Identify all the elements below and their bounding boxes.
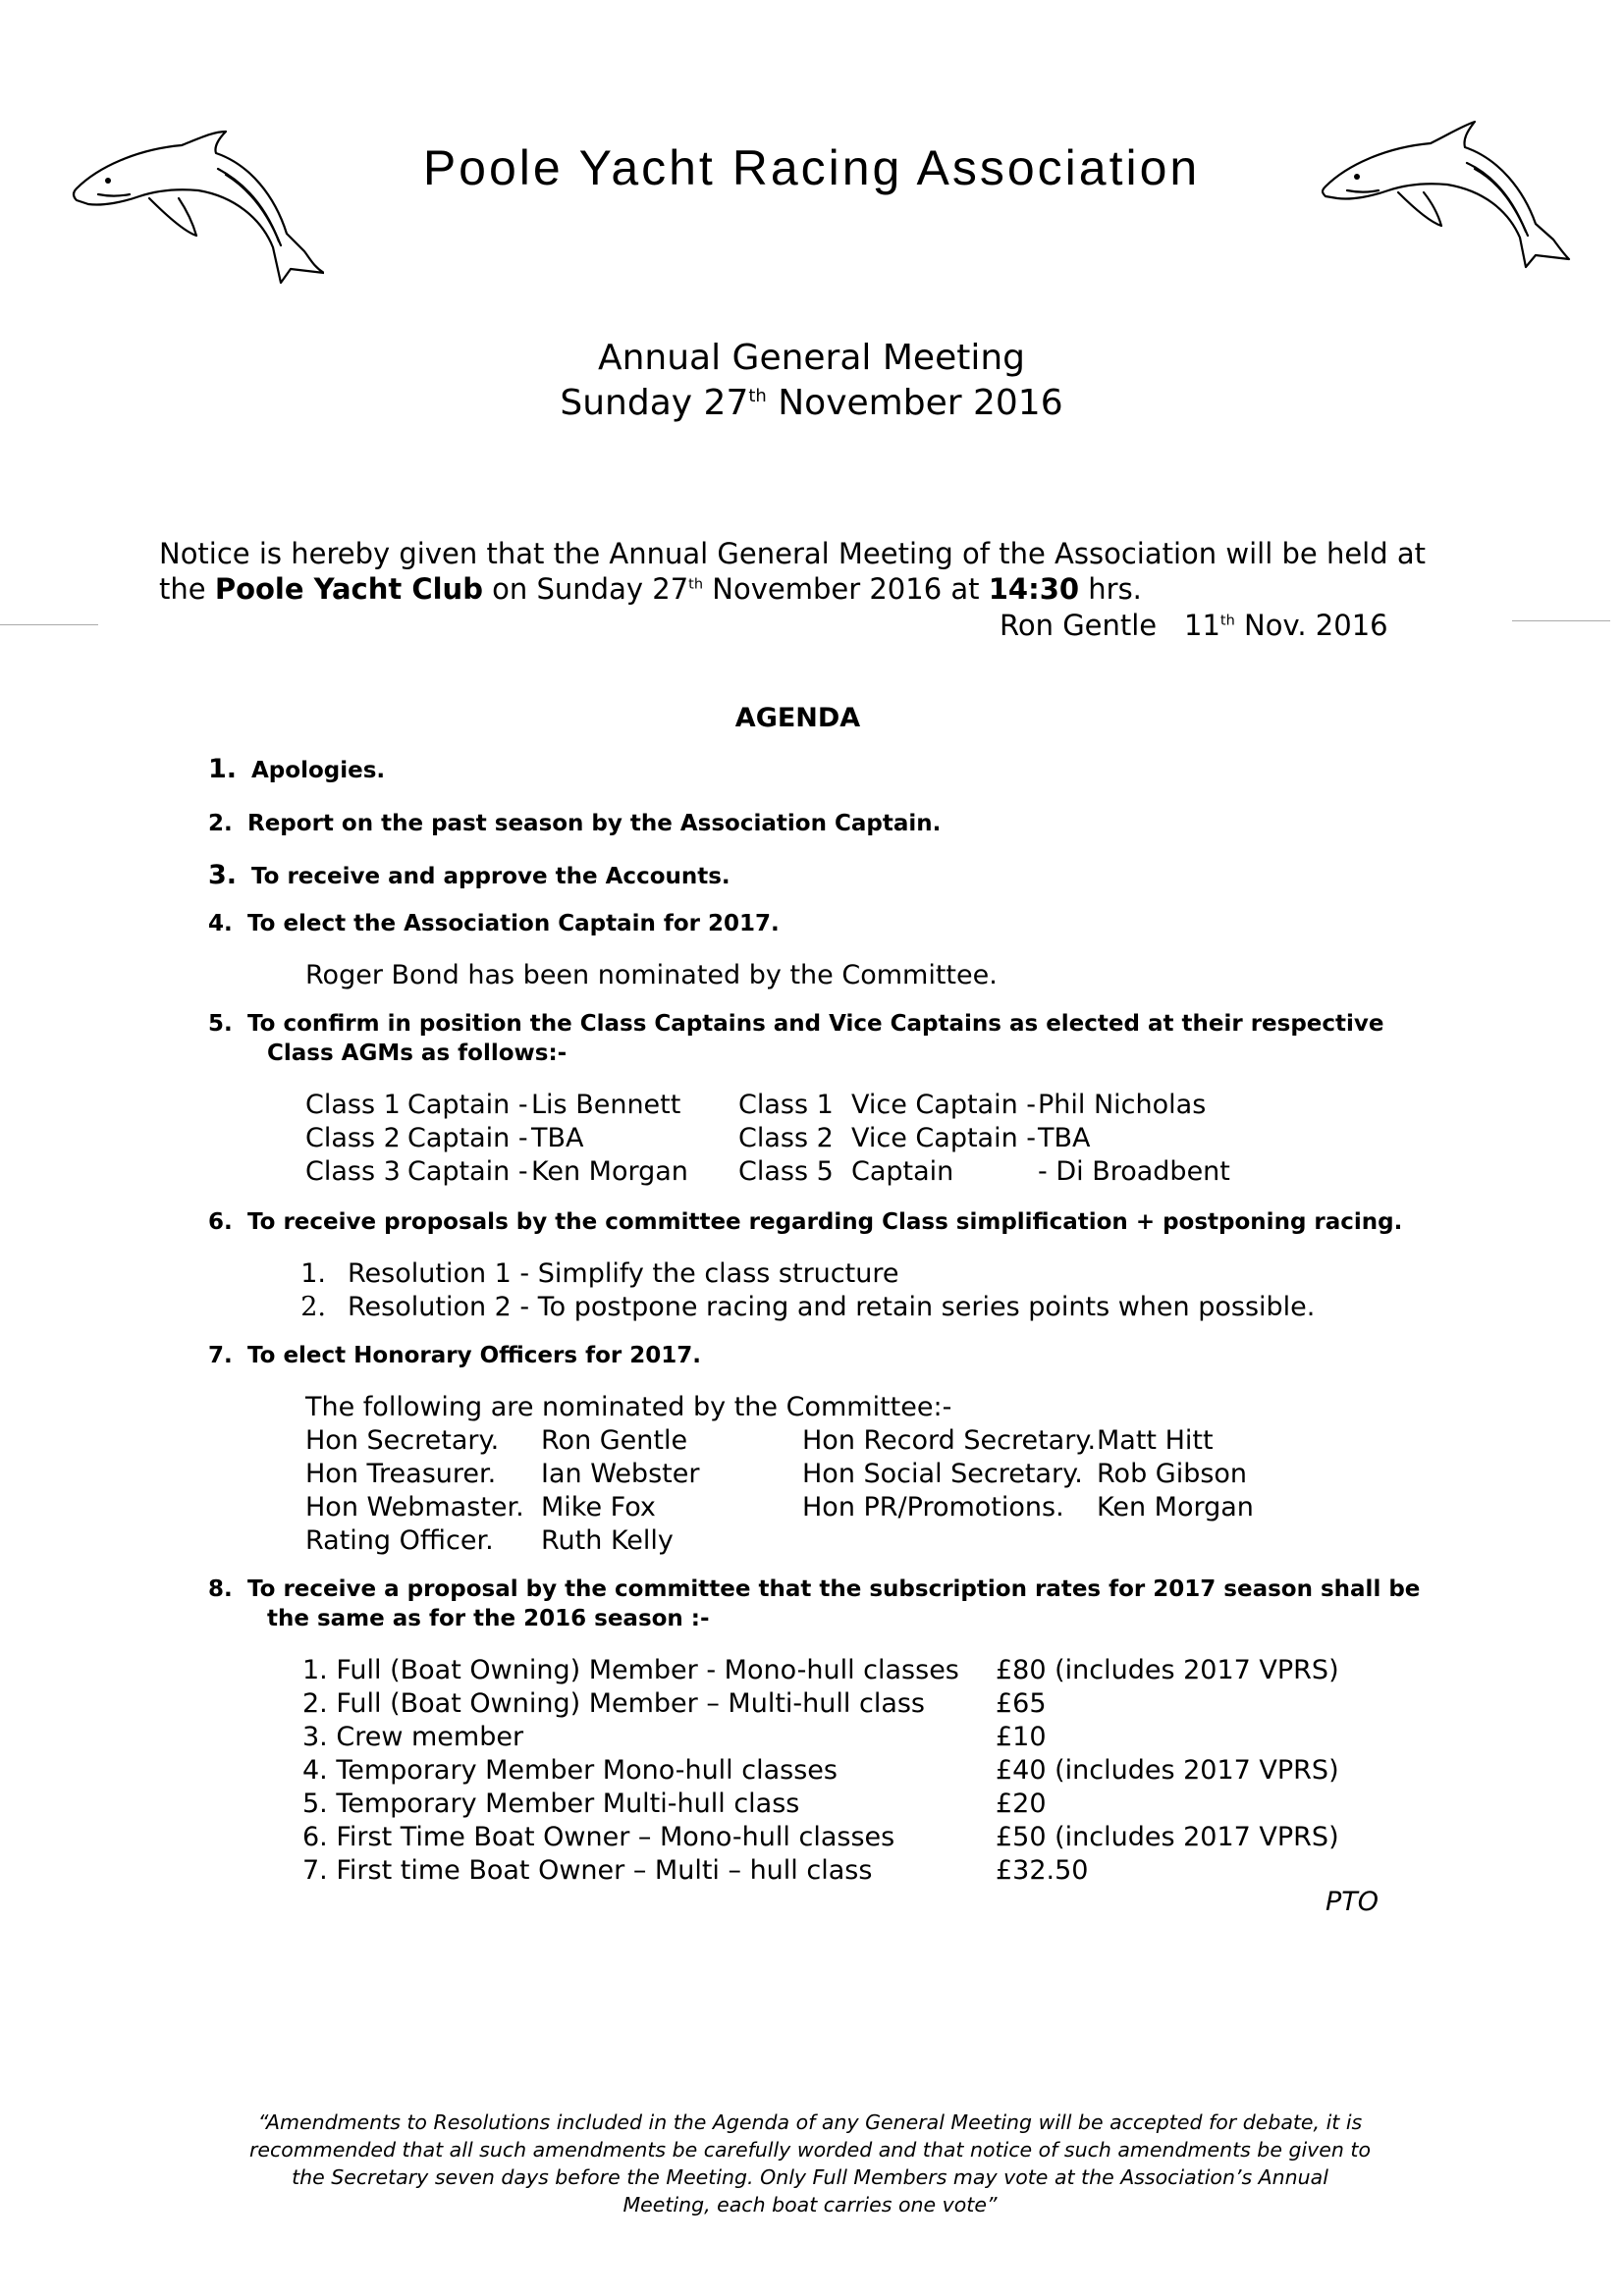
agenda-item-8: 8. To receive a proposal by the committee that the subscription rates for 2017 season shall be: [208, 1576, 1421, 1602]
agenda-item-1: 1. Apologies.: [208, 754, 386, 784]
resolution-2: 2. Resolution 2 - To postpone racing and retain series points when possible.: [300, 1292, 1316, 1322]
notice-line-1: Notice is hereby given that the Annual General Meeting of the Association will be held at: [159, 537, 1426, 570]
table-row: Class 3 Captain - Ken Morgan Class 5 Captain - Di Broadbent: [305, 1156, 1230, 1187]
meeting-title: Annual General Meeting: [597, 338, 1026, 378]
table-row: 1. Full (Boat Owning) Member - Mono-hull classes £80 (includes 2017 VPRS): [302, 1655, 1339, 1685]
agenda-item-4: 4. To elect the Association Captain for 2017.: [208, 911, 780, 936]
agenda-item-7: 7. To elect Honorary Officers for 2017.: [208, 1343, 701, 1368]
footer-note: “Amendments to Resolutions included in the Agenda of any General Meeting will be accepted for debate, it is recommended that all such amendments be carefully worded and that notice of such amendments be given to the Secretary seven days before the Meeting. Only Full Members may vote at the Association’s Annual Meeting, each boat carries one vote”: [248, 2110, 1371, 2216]
left-margin-rule: [0, 624, 98, 625]
honorary-officers-table: [305, 1425, 1254, 1559]
table-row: Class 1 Captain - Lis Bennett Class 1 Vice Captain - Phil Nicholas: [305, 1090, 1207, 1120]
pto-label: PTO: [1325, 1887, 1380, 1917]
agenda-item-2: 2. Report on the past season by the Association Captain.: [208, 811, 942, 836]
agenda-item-4-note: Roger Bond has been nominated by the Committee.: [305, 960, 998, 990]
table-row: 6. First Time Boat Owner – Mono-hull classes £50 (includes 2017 VPRS): [302, 1822, 1339, 1852]
table-row: Hon Webmaster. Mike Fox Hon PR/Promotions. Ken Morgan: [305, 1492, 1254, 1522]
subscription-rates-table: [302, 1655, 1339, 1889]
table-row: 4. Temporary Member Mono-hull classes £40 (includes 2017 VPRS): [302, 1755, 1339, 1786]
table-row: Hon Secretary. Ron Gentle Hon Record Secretary. Matt Hitt: [305, 1425, 1214, 1456]
officers-intro: The following are nominated by the Committee:-: [305, 1392, 952, 1422]
agenda-item-5-cont: Class AGMs as follows:-: [267, 1041, 568, 1066]
right-margin-rule: [1512, 620, 1610, 621]
agenda-item-5: 5. To confirm in position the Class Captains and Vice Captains as elected at their respective: [208, 1011, 1384, 1037]
resolution-1: 1. Resolution 1 - Simplify the class structure: [300, 1258, 899, 1289]
notice-line-2: the Poole Yacht Club on Sunday 27th November 2016 at 14:30 hrs.: [159, 572, 1142, 606]
notice-signer: Ron Gentle: [1000, 609, 1158, 642]
agenda-title: AGENDA: [734, 703, 861, 733]
table-row: 7. First time Boat Owner – Multi – hull class £32.50: [302, 1855, 1089, 1886]
table-row: Rating Officer. Ruth Kelly: [305, 1525, 674, 1556]
class-captains-table: [305, 1090, 1230, 1190]
agenda-item-3: 3. To receive and approve the Accounts.: [208, 860, 730, 890]
notice-date: 11th Nov. 2016: [1184, 609, 1388, 642]
agenda-item-8-cont: the same as for the 2016 season :-: [267, 1606, 710, 1631]
meeting-date: Sunday 27th November 2016: [560, 383, 1063, 423]
table-row: 3. Crew member £10: [302, 1722, 1047, 1752]
table-row: 5. Temporary Member Multi-hull class £20: [302, 1789, 1047, 1819]
table-row: Hon Treasurer. Ian Webster Hon Social Secretary. Rob Gibson: [305, 1459, 1248, 1489]
table-row: Class 2 Captain - TBA Class 2 Vice Captain - TBA: [305, 1123, 1091, 1153]
table-row: 2. Full (Boat Owning) Member – Multi-hull class £65: [302, 1688, 1047, 1719]
page-title: Poole Yacht Racing Association: [422, 140, 1201, 195]
agenda-item-6: 6. To receive proposals by the committee regarding Class simplification + postponing racing.: [208, 1209, 1403, 1235]
